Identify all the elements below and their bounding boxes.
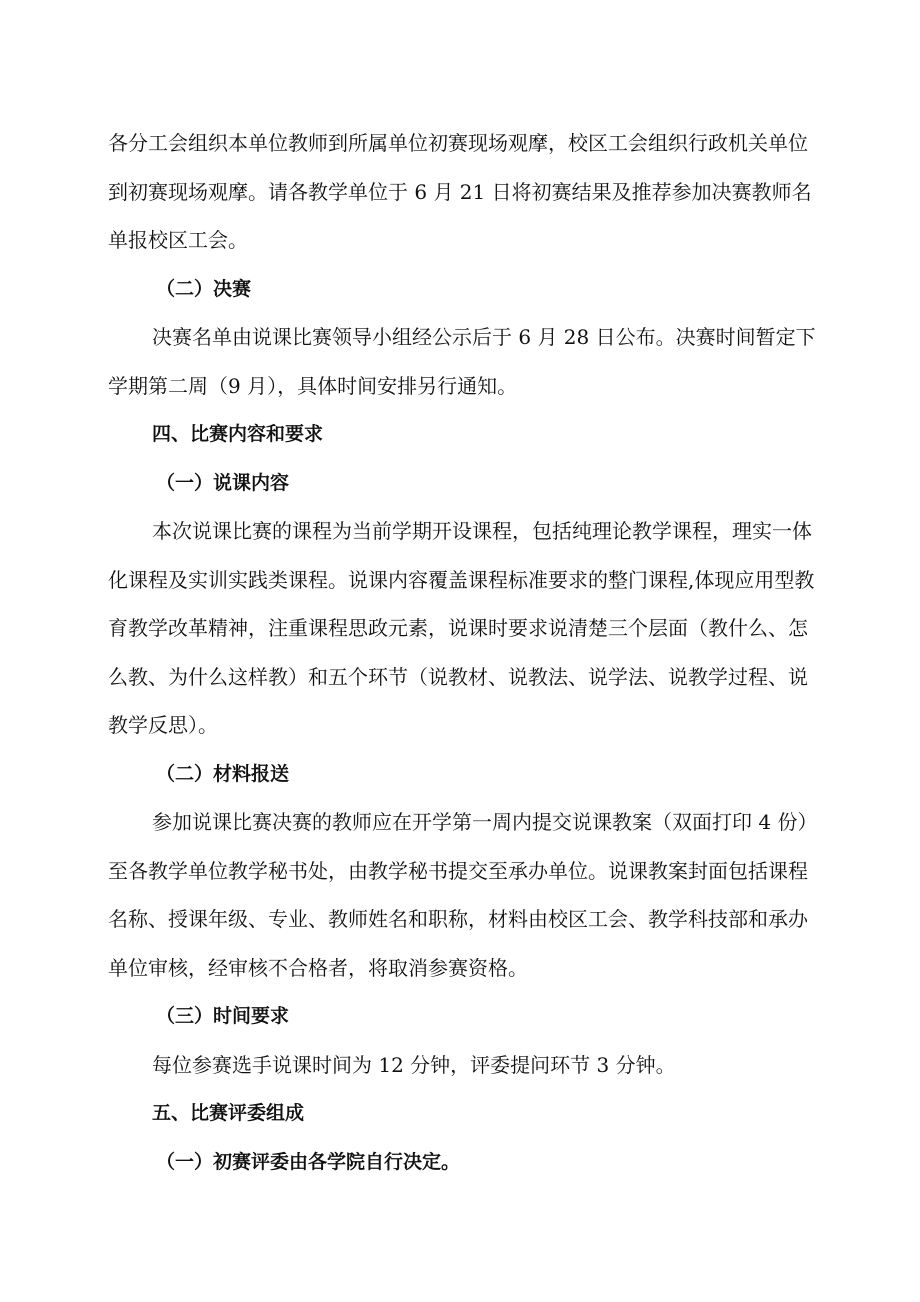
paragraph-line: 化课程及实训实践类课程。说课内容覆盖课程标准要求的整门课程,体现应用型教 <box>108 568 815 592</box>
paragraph-line: 决赛名单由说课比赛领导小组经公示后于 6 月 28 日公布。决赛时间暂定下 <box>152 325 816 349</box>
paragraph-line: 每位参赛选手说课时间为 12 分钟，评委提问环节 3 分钟。 <box>152 1053 676 1077</box>
subsection-heading-content: （一）说课内容 <box>156 472 290 494</box>
subsection-heading-materials: （二）材料报送 <box>156 763 290 785</box>
paragraph-line: 各分工会组织本单位教师到所属单位初赛现场观摩，校区工会组织行政机关单位 <box>108 131 808 155</box>
paragraph-line: 教学反思）。 <box>108 713 218 737</box>
paragraph-line: 参加说课比赛决赛的教师应在开学第一周内提交说课教案（双面打印 4 份） <box>152 810 818 834</box>
section-heading-contents: 四、比赛内容和要求 <box>152 423 324 445</box>
paragraph-line: 单报校区工会。 <box>108 228 248 252</box>
subsection-heading-final: （二）决赛 <box>156 278 252 300</box>
paragraph-line: 到初赛现场观摩。请各教学单位于 6 月 21 日将初赛结果及推荐参加决赛教师名 <box>108 180 812 204</box>
paragraph-line: 名称、授课年级、专业、教师姓名和职称，材料由校区工会、教学科技部和承办 <box>108 907 808 931</box>
section-heading-judges: 五、比赛评委组成 <box>152 1102 305 1124</box>
paragraph-line: 本次说课比赛的课程为当前学期开设课程，包括纯理论教学课程，理实一体 <box>152 519 812 543</box>
paragraph-line: 么教、为什么这样教）和五个环节（说教材、说教法、说学法、说教学过程、说 <box>108 665 808 689</box>
paragraph-line: 单位审核，经审核不合格者，将取消参赛资格。 <box>108 956 528 980</box>
paragraph-line: 学期第二周（9 月），具体时间安排另行通知。 <box>108 374 518 398</box>
subsection-heading-preliminary-judges: （一）初赛评委由各学院自行决定。 <box>156 1151 461 1173</box>
paragraph-line: 育教学改革精神，注重课程思政元素，说课时要求说清楚三个层面（教什么、怎 <box>108 616 808 640</box>
paragraph-line: 至各教学单位教学秘书处，由教学秘书提交至承办单位。说课教案封面包括课程 <box>108 859 808 883</box>
subsection-heading-time: （三）时间要求 <box>156 1005 290 1027</box>
